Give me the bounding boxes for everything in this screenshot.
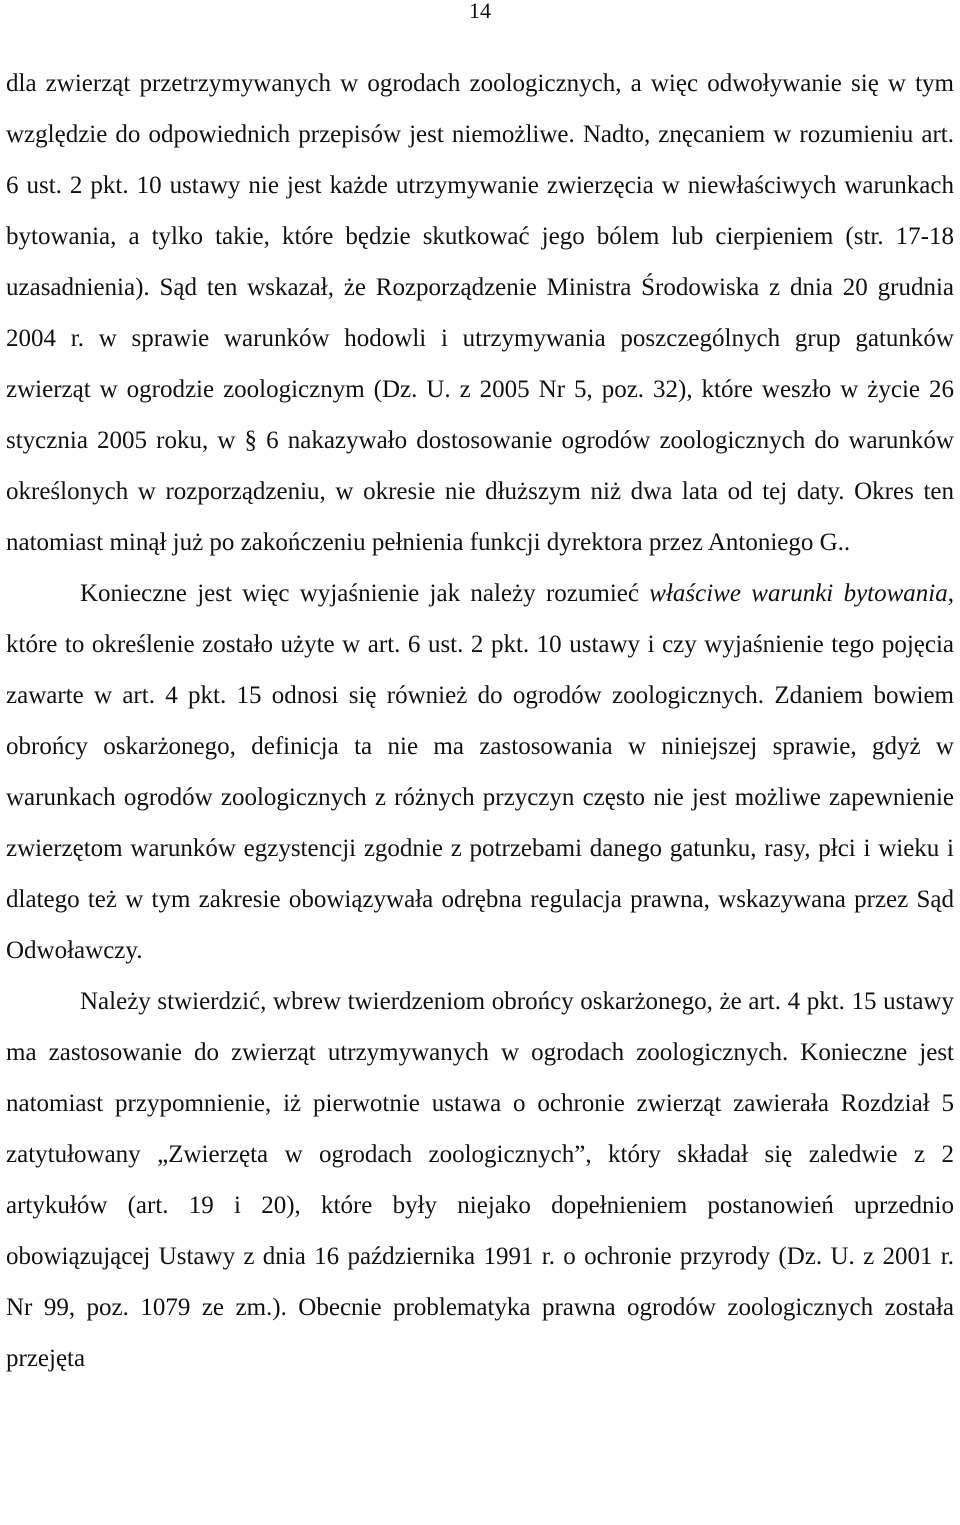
paragraph-1 [6,58,954,568]
paragraph-3 [6,976,954,1384]
paragraph-2-text-after: , które to określenie zostało użyte w art. 6 ust. 2 pkt. 10 ustawy i czy wyjaśnienie tego pojęcia zawarte w art. 4 pkt. 15 odnosi się również do ogrodów zoologicznych. Zdaniem bowiem obrońcy oskarżonego, definicja ta nie ma zastosowania w niniejszej sprawie, gdyż w warunkach ogrodów zoologicznych z różnych przyczyn często nie jest możliwe zapewnienie zwierzętom warunków egzystencji zgodnie z potrzebami danego gatunku, rasy, płci i wieku i dlatego też w tym zakresie obowiązywała odrębna regulacja prawna, wskazywana przez Sąd Odwoławczy. [6,580,954,964]
paragraph-1-text: dla zwierząt przetrzymywanych w ogrodach zoologicznych, a więc odwoływanie się w tym względzie do odpowiednich przepisów jest niemożliwe. Nadto, znęcaniem w rozumieniu art. 6 ust. 2 pkt. 10 ustawy nie jest każde utrzymywanie zwierzęcia w niewłaściwych warunkach bytowania, a tylko takie, które będzie skutkować jego bólem lub cierpieniem (str. 17-18 uzasadnienia). Sąd ten wskazał, że Rozporządzenie Ministra Środowiska z dnia 20 grudnia 2004 r. w sprawie warunków hodowli i utrzymywania poszczególnych grup gatunków zwierząt w ogrodzie zoologicznym (Dz. U. z 2005 Nr 5, poz. 32), które weszło w życie 26 stycznia 2005 roku, w § 6 nakazywało dostosowanie ogrodów zoologicznych do warunków określonych w rozporządzeniu, w okresie nie dłuższym niż dwa lata od tej daty. Okres ten natomiast minął już po zakończeniu pełnienia funkcji dyrektora przez Antoniego G.. [6,70,954,556]
paragraph-3-text: Należy stwierdzić, wbrew twierdzeniom obrońcy oskarżonego, że art. 4 pkt. 15 ustawy ma zastosowanie do zwierząt utrzymywanych w ogrodach zoologicznych. Konieczne jest natomiast przypomnienie, iż pierwotnie ustawa o ochronie zwierząt zawierała Rozdział 5 zatytułowany „Zwierzęta w ogrodach zoologicznych”, który składał się zaledwie z 2 artykułów (art. 19 i 20), które były niejako dopełnieniem postanowień uprzednio obowiązującej Ustawy z dnia 16 października 1991 r. o ochronie przyrody (Dz. U. z 2001 r. Nr 99, poz. 1079 ze zm.). Obecnie problematyka prawna ogrodów zoologicznych została przejęta [6,988,954,1372]
paragraph-2 [6,568,954,976]
document-body [6,58,954,1384]
page-number: 14 [469,0,491,23]
paragraph-2-emphasis: właściwe warunki bytowania [649,580,948,607]
paragraph-2-text-before: Konieczne jest więc wyjaśnienie jak należy rozumieć [80,580,650,607]
